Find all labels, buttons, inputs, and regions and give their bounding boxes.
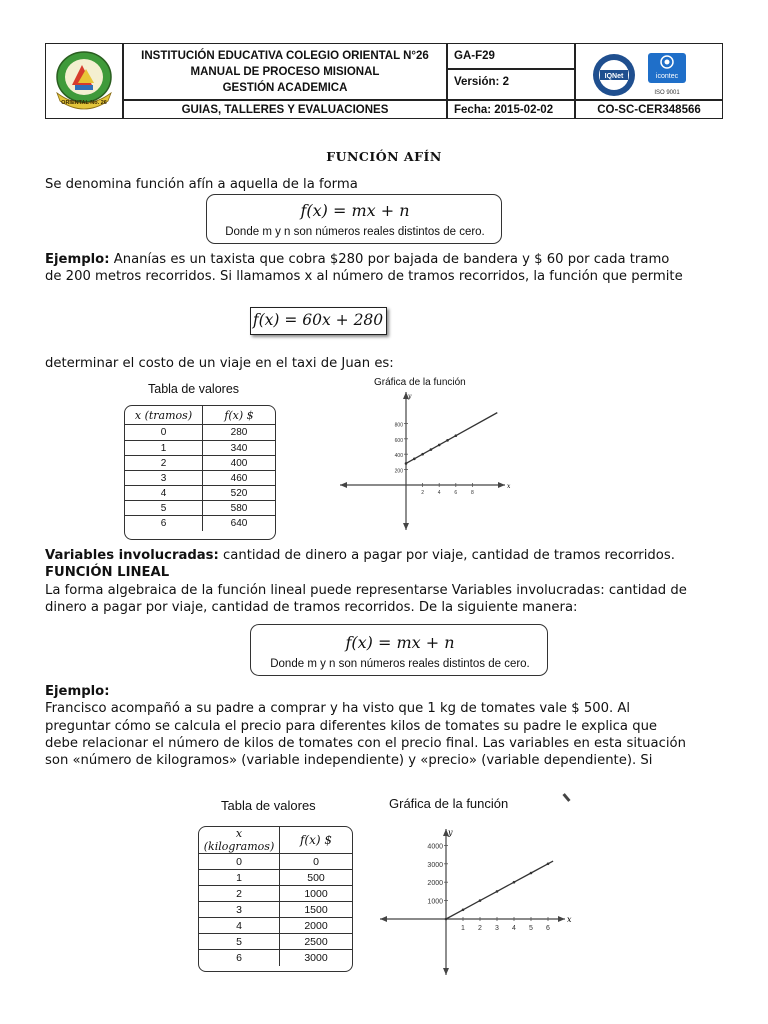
data-point — [438, 444, 441, 447]
table2 — [198, 826, 353, 972]
example1-line3: determinar el costo de un viaje en el taxi de Juan es: — [45, 356, 394, 371]
table1-title: Tabla de valores — [148, 382, 240, 396]
table-cell: 3 — [125, 471, 203, 486]
variables-label: Variables involucradas: — [45, 548, 219, 563]
x-tick-label: 3 — [495, 925, 499, 932]
x-axis-arrow-right — [558, 916, 565, 922]
table-cell: 4 — [125, 486, 203, 501]
data-point — [405, 462, 408, 465]
table-cell: 0 — [199, 854, 280, 870]
x-axis-arrow-left — [340, 482, 347, 488]
y-tick-label: 1000 — [427, 898, 443, 906]
x-tick-label: 5 — [529, 925, 533, 932]
data-point — [530, 872, 533, 875]
school-logo — [52, 47, 116, 115]
table-cell: 640 — [230, 518, 248, 529]
school-name: INSTITUCIÓN EDUCATIVA COLEGIO ORIENTAL N°26 — [141, 50, 429, 62]
graph1-chart — [335, 388, 520, 533]
table-cell: 340 — [203, 441, 275, 456]
area-name: GESTIÓN ACADEMICA — [222, 82, 348, 94]
y-axis-arrow-bottom — [403, 523, 409, 530]
x-tick-label: 2 — [478, 925, 482, 932]
data-point — [421, 453, 424, 456]
table-cell: 2500 — [280, 934, 352, 950]
table2-header-x: x (kilogramos) — [199, 827, 280, 854]
example2-line1: Francisco acompañó a su padre a comprar y ha visto que 1 kg de tomates vale $ 500. Al — [45, 701, 631, 716]
table-cell: 2 — [125, 456, 203, 471]
data-point — [430, 448, 433, 451]
x-axis-arrow-left — [380, 916, 387, 922]
data-point — [455, 434, 458, 437]
table-cell: 2000 — [280, 918, 352, 934]
certificate-code: CO-SC-CER348566 — [597, 104, 701, 116]
linear-line1: La forma algebraica de la función lineal puede representarse Variables involucradas: cantidad de — [45, 583, 687, 598]
table2-title: Tabla de valores — [221, 798, 316, 813]
page-title: FUNCIÓN AFÍN — [326, 149, 442, 164]
formula-linear-note: Donde m y n son números reales distintos de cero. — [270, 658, 530, 670]
x-axis-label: x — [567, 915, 572, 924]
table-cell: 2 — [199, 886, 280, 902]
table-cell: 500 — [280, 870, 352, 886]
formula-box-linear — [250, 624, 548, 676]
data-point — [496, 890, 499, 893]
document-version: Versión: 2 — [454, 76, 509, 88]
x-tick-label: 2 — [421, 490, 424, 496]
data-point — [479, 899, 482, 902]
example1-line2: de 200 metros recorridos. Si llamamos x al número de tramos recorridos, la función que permite — [45, 269, 683, 284]
table-cell: 460 — [203, 471, 275, 486]
data-point — [413, 458, 416, 461]
example2-line2: preguntar cómo se calcula el precio para diferentes kilos de tomates su padre le explica que — [45, 719, 658, 734]
svg-text:ORIENTAL No. 26: ORIENTAL No. 26 — [61, 100, 107, 106]
example2-line4: son «número de kilogramos» (variable independiente) y «precio» (variable dependiente). Si — [45, 753, 653, 768]
table-cell: 580 — [203, 501, 275, 516]
table-cell: 1500 — [280, 902, 352, 918]
data-point — [445, 918, 448, 921]
formula-box-affine — [206, 194, 502, 244]
y-axis-arrow-bottom — [443, 968, 449, 975]
y-tick-label: 3000 — [427, 861, 443, 869]
table-cell: 5 — [199, 934, 280, 950]
y-tick-label: 200 — [394, 468, 403, 475]
svg-text:IQNet: IQNet — [604, 73, 624, 80]
graph2-title: Gráfica de la función — [389, 796, 509, 811]
series-line — [406, 413, 497, 464]
section-name: GUIAS, TALLERES Y EVALUACIONES — [181, 104, 389, 116]
svg-text:icontec: icontec — [655, 73, 679, 80]
variables-line — [45, 547, 675, 565]
linear-line2: dinero a pagar por viaje, cantidad de tramos recorridos. De la siguiente manera: — [45, 600, 578, 615]
formula-affine-note: Donde m y n son números reales distintos de cero. — [225, 226, 485, 238]
example1-label: Ejemplo: — [45, 252, 110, 267]
y-tick-label: 2000 — [427, 880, 443, 888]
formula-affine: f(x) = mx + n — [300, 201, 410, 220]
x-tick-label: 4 — [437, 490, 441, 496]
manual-name: MANUAL DE PROCESO MISIONAL — [190, 66, 380, 78]
table-cell: 1 — [125, 441, 203, 456]
table-cell: 1 — [199, 870, 280, 886]
x-tick-label: 1 — [461, 925, 465, 932]
y-axis-label: y — [408, 393, 412, 400]
x-tick-label: 6 — [546, 925, 550, 932]
table-cell: 520 — [203, 486, 275, 501]
table-cell: 280 — [203, 425, 275, 441]
table-cell: 1000 — [280, 886, 352, 902]
document-code: GA-F29 — [454, 50, 495, 62]
x-tick-label: 6 — [454, 490, 458, 496]
data-point — [446, 439, 449, 442]
variables-text: cantidad de dinero a pagar por viaje, cantidad de tramos recorridos. — [218, 548, 675, 563]
table1 — [124, 405, 276, 540]
data-point — [513, 881, 516, 884]
y-axis-label: y — [448, 828, 453, 837]
document-date: Fecha: 2015-02-02 — [454, 104, 554, 116]
table-cell: 3000 — [304, 952, 328, 964]
table-cell: 400 — [203, 456, 275, 471]
table-cell: 6 — [125, 516, 203, 531]
x-tick-label: 4 — [512, 925, 516, 932]
document-header — [45, 43, 723, 119]
table2-header-fx: f(x) $ — [280, 827, 352, 854]
table-cell: 0 — [280, 854, 352, 870]
svg-text:ISO 9001: ISO 9001 — [654, 90, 680, 96]
table1-header-x: x (tramos) — [125, 406, 203, 425]
example2-label: Ejemplo: — [45, 684, 110, 699]
table1-header-fx: f(x) $ — [203, 406, 275, 425]
y-tick-label: 4000 — [427, 843, 443, 851]
certification-logos — [586, 47, 716, 99]
x-axis-arrow-right — [498, 482, 505, 488]
linear-title: FUNCIÓN LINEAL — [45, 565, 170, 580]
example1-line1 — [45, 251, 669, 269]
y-tick-label: 400 — [394, 453, 403, 460]
formula-taxi-box — [250, 307, 387, 335]
x-axis-label: x — [507, 483, 511, 490]
table-cell: 0 — [125, 425, 203, 441]
graph1-title: Gráfica de la función — [374, 377, 466, 388]
table-cell: 5 — [125, 501, 203, 516]
pen-mark — [562, 793, 570, 802]
example1-text: Ananías es un taxista que cobra $280 por bajada de bandera y $ 60 por cada tramo — [109, 252, 670, 267]
table-cell: 4 — [199, 918, 280, 934]
data-point — [462, 909, 465, 912]
x-tick-label: 8 — [471, 490, 474, 496]
y-tick-label: 800 — [394, 422, 403, 429]
formula-linear: f(x) = mx + n — [345, 633, 455, 652]
formula-taxi: f(x) = 60x + 280 — [252, 311, 384, 329]
data-point — [547, 863, 550, 866]
graph2-chart — [375, 825, 575, 980]
intro-text: Se denomina función afín a aquella de la forma — [45, 177, 358, 192]
table-cell: 3 — [199, 902, 280, 918]
y-tick-label: 600 — [394, 437, 403, 444]
example2-line3: debe relacionar el número de kilos de tomates con el precio final. Las variables en esta situación — [45, 736, 686, 751]
table-cell: 6 — [199, 950, 280, 966]
